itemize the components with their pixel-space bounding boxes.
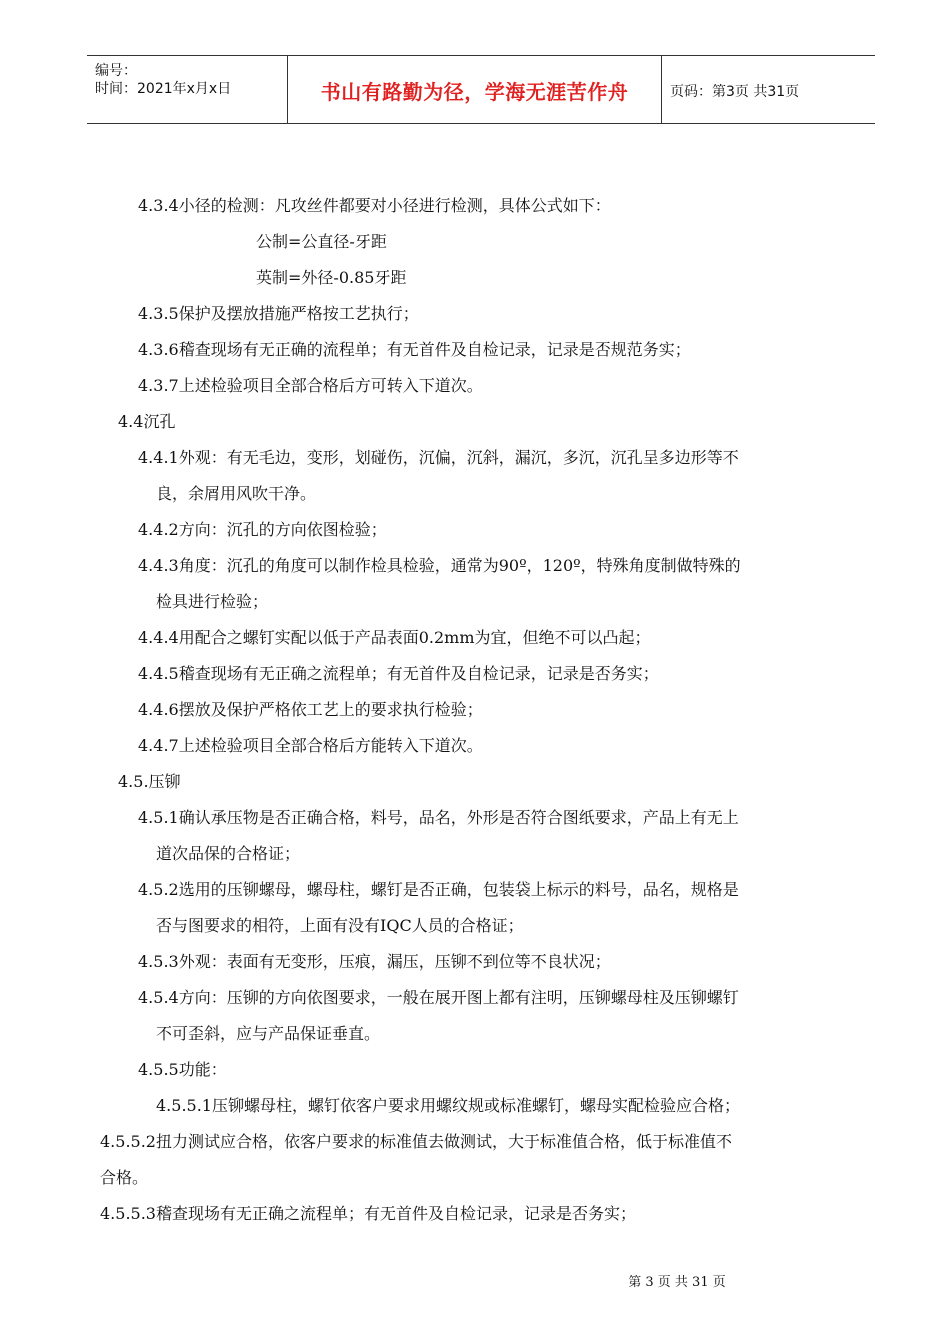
text-line: 4.5.1确认承压物是否正确合格，料号，品名，外形是否符合图纸要求，产品上有无上 (138, 808, 739, 827)
text-line: 4.5.4方向：压铆的方向依图要求，一般在展开图上都有注明，压铆螺母柱及压铆螺钉 (138, 988, 739, 1007)
text-line: 否与图要求的相符，上面有没有IQC人员的合格证； (156, 916, 524, 935)
text-line: 道次品保的合格证； (156, 844, 301, 863)
section-heading: 4.5.压铆 (118, 772, 181, 791)
text-line: 合格。 (100, 1168, 149, 1187)
text-line: 4.3.5保护及摆放措施严格按工艺执行； (138, 304, 419, 323)
header-motto-cell (287, 56, 662, 123)
text-line: 4.4.2方向：沉孔的方向依图检验； (138, 520, 387, 539)
header-right-cell (661, 56, 875, 123)
text-line: 4.3.4小径的检测：凡攻丝件都要对小径进行检测，具体公式如下： (138, 196, 611, 215)
document-number: 编号： (95, 63, 137, 79)
section-heading: 4.4沉孔 (118, 412, 176, 431)
text-line: 4.5.5功能： (138, 1060, 227, 1079)
text-line: 4.5.3外观：表面有无变形，压痕，漏压，压铆不到位等不良状况； (138, 952, 611, 971)
text-line: 4.4.5稽查现场有无正确之流程单；有无首件及自检记录，记录是否务实； (138, 664, 659, 683)
page-header (87, 55, 875, 124)
text-line: 4.3.7上述检验项目全部合格后方可转入下道次。 (138, 376, 483, 395)
footer-page-number: 第 3 页 共 31 页 (628, 1275, 726, 1290)
text-line: 检具进行检验； (156, 592, 269, 611)
text-line: 4.5.5.2扭力测试应合格，依客户要求的标准值去做测试，大于标准值合格，低于标准值不 (100, 1132, 732, 1151)
text-line: 英制=外径-0.85牙距 (256, 268, 407, 287)
text-line: 4.4.1外观：有无毛边，变形，划碰伤，沉偏，沉斜，漏沉，多沉，沉孔呈多边形等不 (138, 448, 739, 467)
header-left-cell (87, 56, 287, 123)
text-line: 4.5.5.3稽查现场有无正确之流程单；有无首件及自检记录，记录是否务实； (100, 1204, 636, 1223)
text-line: 4.4.4用配合之螺钉实配以低于产品表面0.2mm为宜，但绝不可以凸起； (138, 628, 651, 647)
page-footer (0, 1271, 950, 1290)
text-line: 4.5.2选用的压铆螺母，螺母柱，螺钉是否正确，包装袋上标示的料号，品名，规格是 (138, 880, 739, 899)
header-motto: 书山有路勤为径，学海无涯苦作舟 (320, 80, 629, 104)
text-line: 4.4.3角度：沉孔的角度可以制作检具检验，通常为90º，120º，特殊角度制做特殊的 (138, 556, 741, 575)
text-line: 公制=公直径-牙距 (256, 232, 387, 251)
text-line: 4.4.6摆放及保护严格依工艺上的要求执行检验； (138, 700, 483, 719)
text-line: 4.3.6稽查现场有无正确的流程单；有无首件及自检记录，记录是否规范务实； (138, 340, 691, 359)
document-date: 时间：2021年x月x日 (95, 81, 232, 97)
header-page-number: 页码：第3页 共31页 (670, 84, 800, 100)
text-line: 良，余屑用风吹干净。 (156, 484, 317, 503)
text-line: 不可歪斜，应与产品保证垂直。 (156, 1024, 381, 1043)
text-line: 4.4.7上述检验项目全部合格后方能转入下道次。 (138, 736, 483, 755)
text-line: 4.5.5.1压铆螺母柱，螺钉依客户要求用螺纹规或标准螺钉，螺母实配检验应合格； (156, 1096, 740, 1115)
